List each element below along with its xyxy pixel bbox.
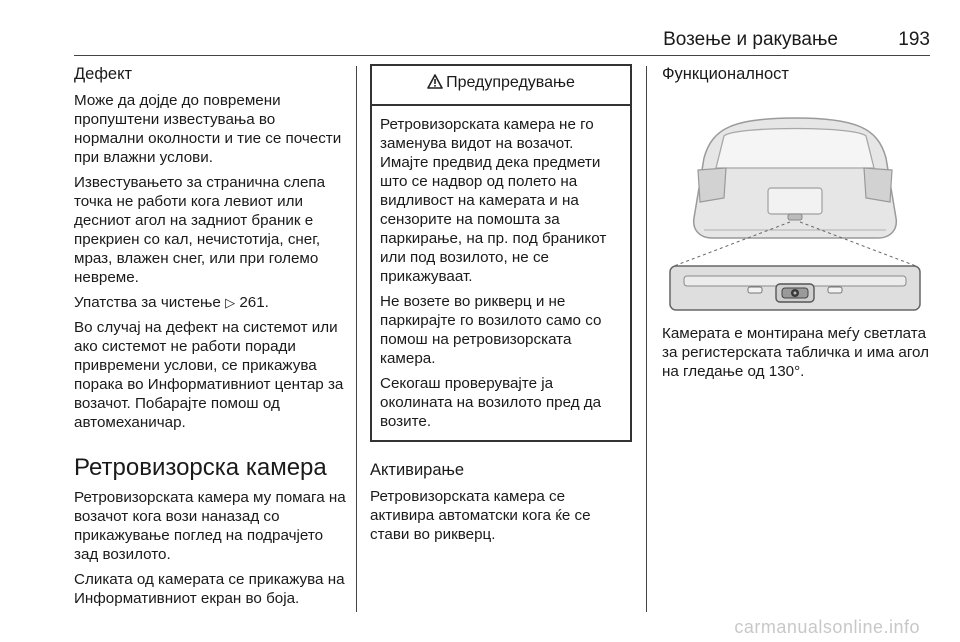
warning-title: Предупредување (446, 74, 575, 91)
watermark-text: carmanualsonline.info (734, 617, 920, 637)
page-reference-arrow-icon: ▷ (225, 295, 236, 310)
reference-text: Упатства за чистење (74, 294, 221, 311)
page-header (74, 28, 930, 58)
column-divider-left (356, 66, 357, 612)
paragraph: Може да дојде до повремени пропуштени известувања во нормални околности и тие се почести при влажни услови. (74, 92, 342, 166)
warning-body (372, 106, 630, 440)
section-title-defect: Дефект (74, 65, 133, 83)
warning-triangle-icon (427, 74, 443, 95)
warning-paragraph: Ретровизорската камера не го заменува видот на возачот. Имајте предвид дека предмети што се надвор од полето на видливост на камерата и на сензорите на помошта за паркирање, на пр. под браникот или под возилото, не се прикажуваат. (380, 116, 607, 285)
rear-camera-illustration (664, 106, 926, 324)
section-title-functionality: Функционалност (662, 65, 789, 83)
reference-link[interactable]: 261. (239, 294, 269, 311)
warning-paragraph: Секогаш проверувајте ја околината на возилото пред да возите. (380, 375, 602, 430)
paragraph: Сликата од камерата се прикажува на Информативниот екран во боја. (74, 571, 345, 607)
cleaning-reference (74, 293, 346, 312)
column-divider-right (646, 66, 647, 612)
chapter-title: Возење и ракување (663, 29, 838, 50)
paragraph: Ретровизорската камера се активира автоматски кога ќе се стави во рикверц. (370, 488, 591, 543)
paragraph: Во случај на дефект на системот или ако системот не работи поради привремени услови, се прикажува порака во Информативниот центар за возачот. Побарајте помош од автомеханичар. (74, 319, 344, 431)
column-middle (370, 64, 632, 550)
warning-paragraph: Не возете во рикверц и не паркирајте го возилото само со помош на ретровизорската камера. (380, 293, 602, 367)
warning-header (372, 66, 630, 106)
paragraph: Известувањето за странична слепа точка не работи кога левиот или десниот агол на задниот браник е прекриен со кал, нечистотија, снег, мраз, влажен снег, или при големо невреме. (74, 174, 326, 286)
header-rule (74, 55, 930, 56)
warning-box (370, 64, 632, 442)
section-title-activation: Активирање (370, 461, 465, 479)
paragraph: Ретровизорската камера му помага на возачот кога вози наназад со прикажување поглед на подрачјето зад возилото. (74, 489, 346, 563)
figure-caption: Камерата е монтирана меѓу светлата за регистерската табличка и има агол на гледање од 130°. (662, 325, 930, 380)
column-left (74, 64, 346, 614)
section-heading-rear-camera: Ретровизорска камера (74, 454, 327, 481)
page-number: 193 (898, 29, 930, 50)
column-right (662, 64, 932, 387)
